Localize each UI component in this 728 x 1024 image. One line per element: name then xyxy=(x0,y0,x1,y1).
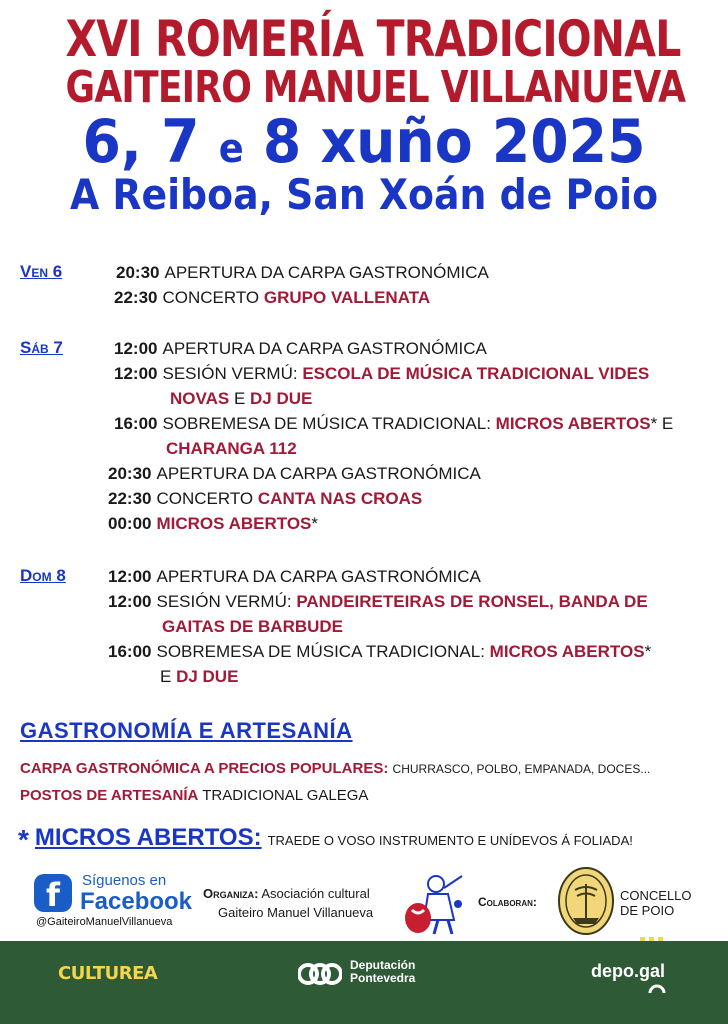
row-highlight: GRUPO VALLENATA xyxy=(263,288,431,307)
deputacion-line-2: Pontevedra xyxy=(350,971,416,985)
schedule-row-cont xyxy=(160,664,238,689)
row-text: E xyxy=(160,667,172,686)
poster-header xyxy=(0,10,728,220)
schedule-row xyxy=(108,511,318,536)
row-highlight: MICROS ABERTOS xyxy=(495,414,651,433)
row-highlight: DJ DUE xyxy=(176,667,239,686)
schedule-row xyxy=(116,260,489,285)
day-label-ven: Ven 6 xyxy=(20,262,63,281)
deputacion-line-1: Deputación xyxy=(350,958,416,972)
gastronomy-line xyxy=(20,760,650,777)
row-time: 22:30 xyxy=(108,489,152,508)
dates-part-a: 6, 7 xyxy=(82,107,200,177)
row-time: 22:30 xyxy=(114,288,158,307)
event-subtitle: GAITEIRO MANUEL VILLANUEVA xyxy=(65,62,686,113)
schedule-row xyxy=(108,564,481,589)
facebook-icon: f xyxy=(34,874,72,912)
schedule-row-cont xyxy=(166,436,297,461)
gastronomy-highlight: POSTOS DE ARTESANÍA xyxy=(20,787,199,804)
row-text: APERTURA DA CARPA GASTRONÓMICA xyxy=(156,567,481,586)
row-highlight: CANTA NAS CROAS xyxy=(257,489,423,508)
day-label-sab: Sáb 7 xyxy=(20,338,63,357)
row-text: CONCERTO xyxy=(156,489,254,508)
micros-title: MICROS ABERTOS: xyxy=(34,824,262,851)
row-time: 00:00 xyxy=(108,514,152,533)
row-highlight: DJ DUE xyxy=(250,389,313,408)
row-time: 16:00 xyxy=(108,642,152,661)
concello-name xyxy=(620,888,692,918)
micros-abertos-note xyxy=(18,824,633,856)
row-highlight: CHARANGA 112 xyxy=(166,439,297,458)
deputacion-logo-icon xyxy=(298,957,342,991)
gastronomy-text: CHURRASCO, POLBO, EMPANADA, DOCES... xyxy=(392,762,651,776)
schedule-row-cont xyxy=(170,386,312,411)
row-highlight: NOVAS xyxy=(170,389,230,408)
schedule-row xyxy=(114,361,649,386)
organizer xyxy=(203,884,373,922)
row-text: CONCERTO xyxy=(162,288,260,307)
row-text: SESIÓN VERMÚ: xyxy=(162,364,298,383)
row-highlight: ESCOLA DE MÚSICA TRADICIONAL VIDES xyxy=(302,364,650,383)
schedule-row xyxy=(108,589,648,614)
schedule-row xyxy=(108,639,651,664)
schedule-row xyxy=(114,285,430,310)
facebook-badge[interactable] xyxy=(34,872,204,932)
row-text: SESIÓN VERMÚ: xyxy=(156,592,292,611)
row-highlight: MICROS ABERTOS xyxy=(489,642,645,661)
gastronomy-line xyxy=(20,787,368,804)
event-dates xyxy=(29,107,699,177)
concello-line-1: CONCELLO xyxy=(620,888,692,903)
row-text: APERTURA DA CARPA GASTRONÓMICA xyxy=(156,464,481,483)
row-highlight: PANDEIRETEIRAS DE RONSEL, BANDA DE xyxy=(296,592,648,611)
organizer-label: Organiza: xyxy=(203,886,259,901)
row-text: * E xyxy=(650,414,674,433)
asterisk: * xyxy=(18,824,29,855)
schedule-row xyxy=(114,336,487,361)
row-text: E xyxy=(233,389,246,408)
concello-line-2: DE POIO xyxy=(620,903,675,918)
day-label-dom: Dom 8 xyxy=(20,566,66,585)
row-time: 12:00 xyxy=(108,567,152,586)
row-highlight: MICROS ABERTOS xyxy=(156,514,312,533)
row-time: 16:00 xyxy=(114,414,158,433)
row-text: SOBREMESA DE MÚSICA TRADICIONAL: xyxy=(162,414,491,433)
event-place: A Reiboa, San Xoán de Poio xyxy=(69,170,659,220)
row-text: APERTURA DA CARPA GASTRONÓMICA xyxy=(162,339,487,358)
micros-text: TRAEDE O VOSO INSTRUMENTO E UNÍDEVOS Á FOLIADA! xyxy=(267,833,633,848)
schedule-row xyxy=(108,486,422,511)
row-time: 12:00 xyxy=(114,339,158,358)
culturea-logo: CULTUREA xyxy=(58,963,158,984)
sponsor-footer xyxy=(0,941,728,1024)
row-text: SOBREMESA DE MÚSICA TRADICIONAL: xyxy=(156,642,485,661)
facebook-name: Facebook xyxy=(80,888,193,915)
row-time: 20:30 xyxy=(108,464,152,483)
row-time: 12:00 xyxy=(108,592,152,611)
facebook-handle: @GaiteiroManuelVillanueva xyxy=(36,916,173,928)
depo-gal-logo: depo.gal xyxy=(591,961,666,981)
dates-part-b: 8 xuño 2025 xyxy=(262,107,646,177)
concello-poio-seal-icon xyxy=(557,866,615,936)
organizer-name-2: Gaiteiro Manuel Villanueva xyxy=(218,905,374,920)
facebook-follow-text: Síguenos en xyxy=(82,872,167,889)
gastronomy-title: GASTRONOMÍA E ARTESANÍA xyxy=(20,718,353,743)
schedule-row-cont xyxy=(162,614,343,639)
schedule-row xyxy=(108,461,481,486)
gastronomy-text: TRADICIONAL GALEGA xyxy=(202,787,369,804)
event-title: XVI ROMERÍA TRADICIONAL xyxy=(65,10,681,68)
row-time: 20:30 xyxy=(116,263,160,282)
schedule-row xyxy=(114,411,673,436)
row-time: 12:00 xyxy=(114,364,158,383)
bagpiper-mascot-icon xyxy=(398,870,468,936)
row-text: APERTURA DA CARPA GASTRONÓMICA xyxy=(164,263,489,282)
depo-arc-icon xyxy=(648,983,666,993)
deputacion-name xyxy=(350,959,415,985)
gastronomy-highlight: CARPA GASTRONÓMICA A PRECIOS POPULARES: xyxy=(20,760,389,777)
collaborators-label: Colaboran: xyxy=(478,895,537,909)
row-text: * xyxy=(644,642,652,661)
row-highlight: GAITAS DE BARBUDE xyxy=(162,617,344,636)
dates-conjunction: e xyxy=(218,126,244,172)
organizer-name-1: Asociación cultural xyxy=(261,886,370,901)
row-text: * xyxy=(311,514,319,533)
